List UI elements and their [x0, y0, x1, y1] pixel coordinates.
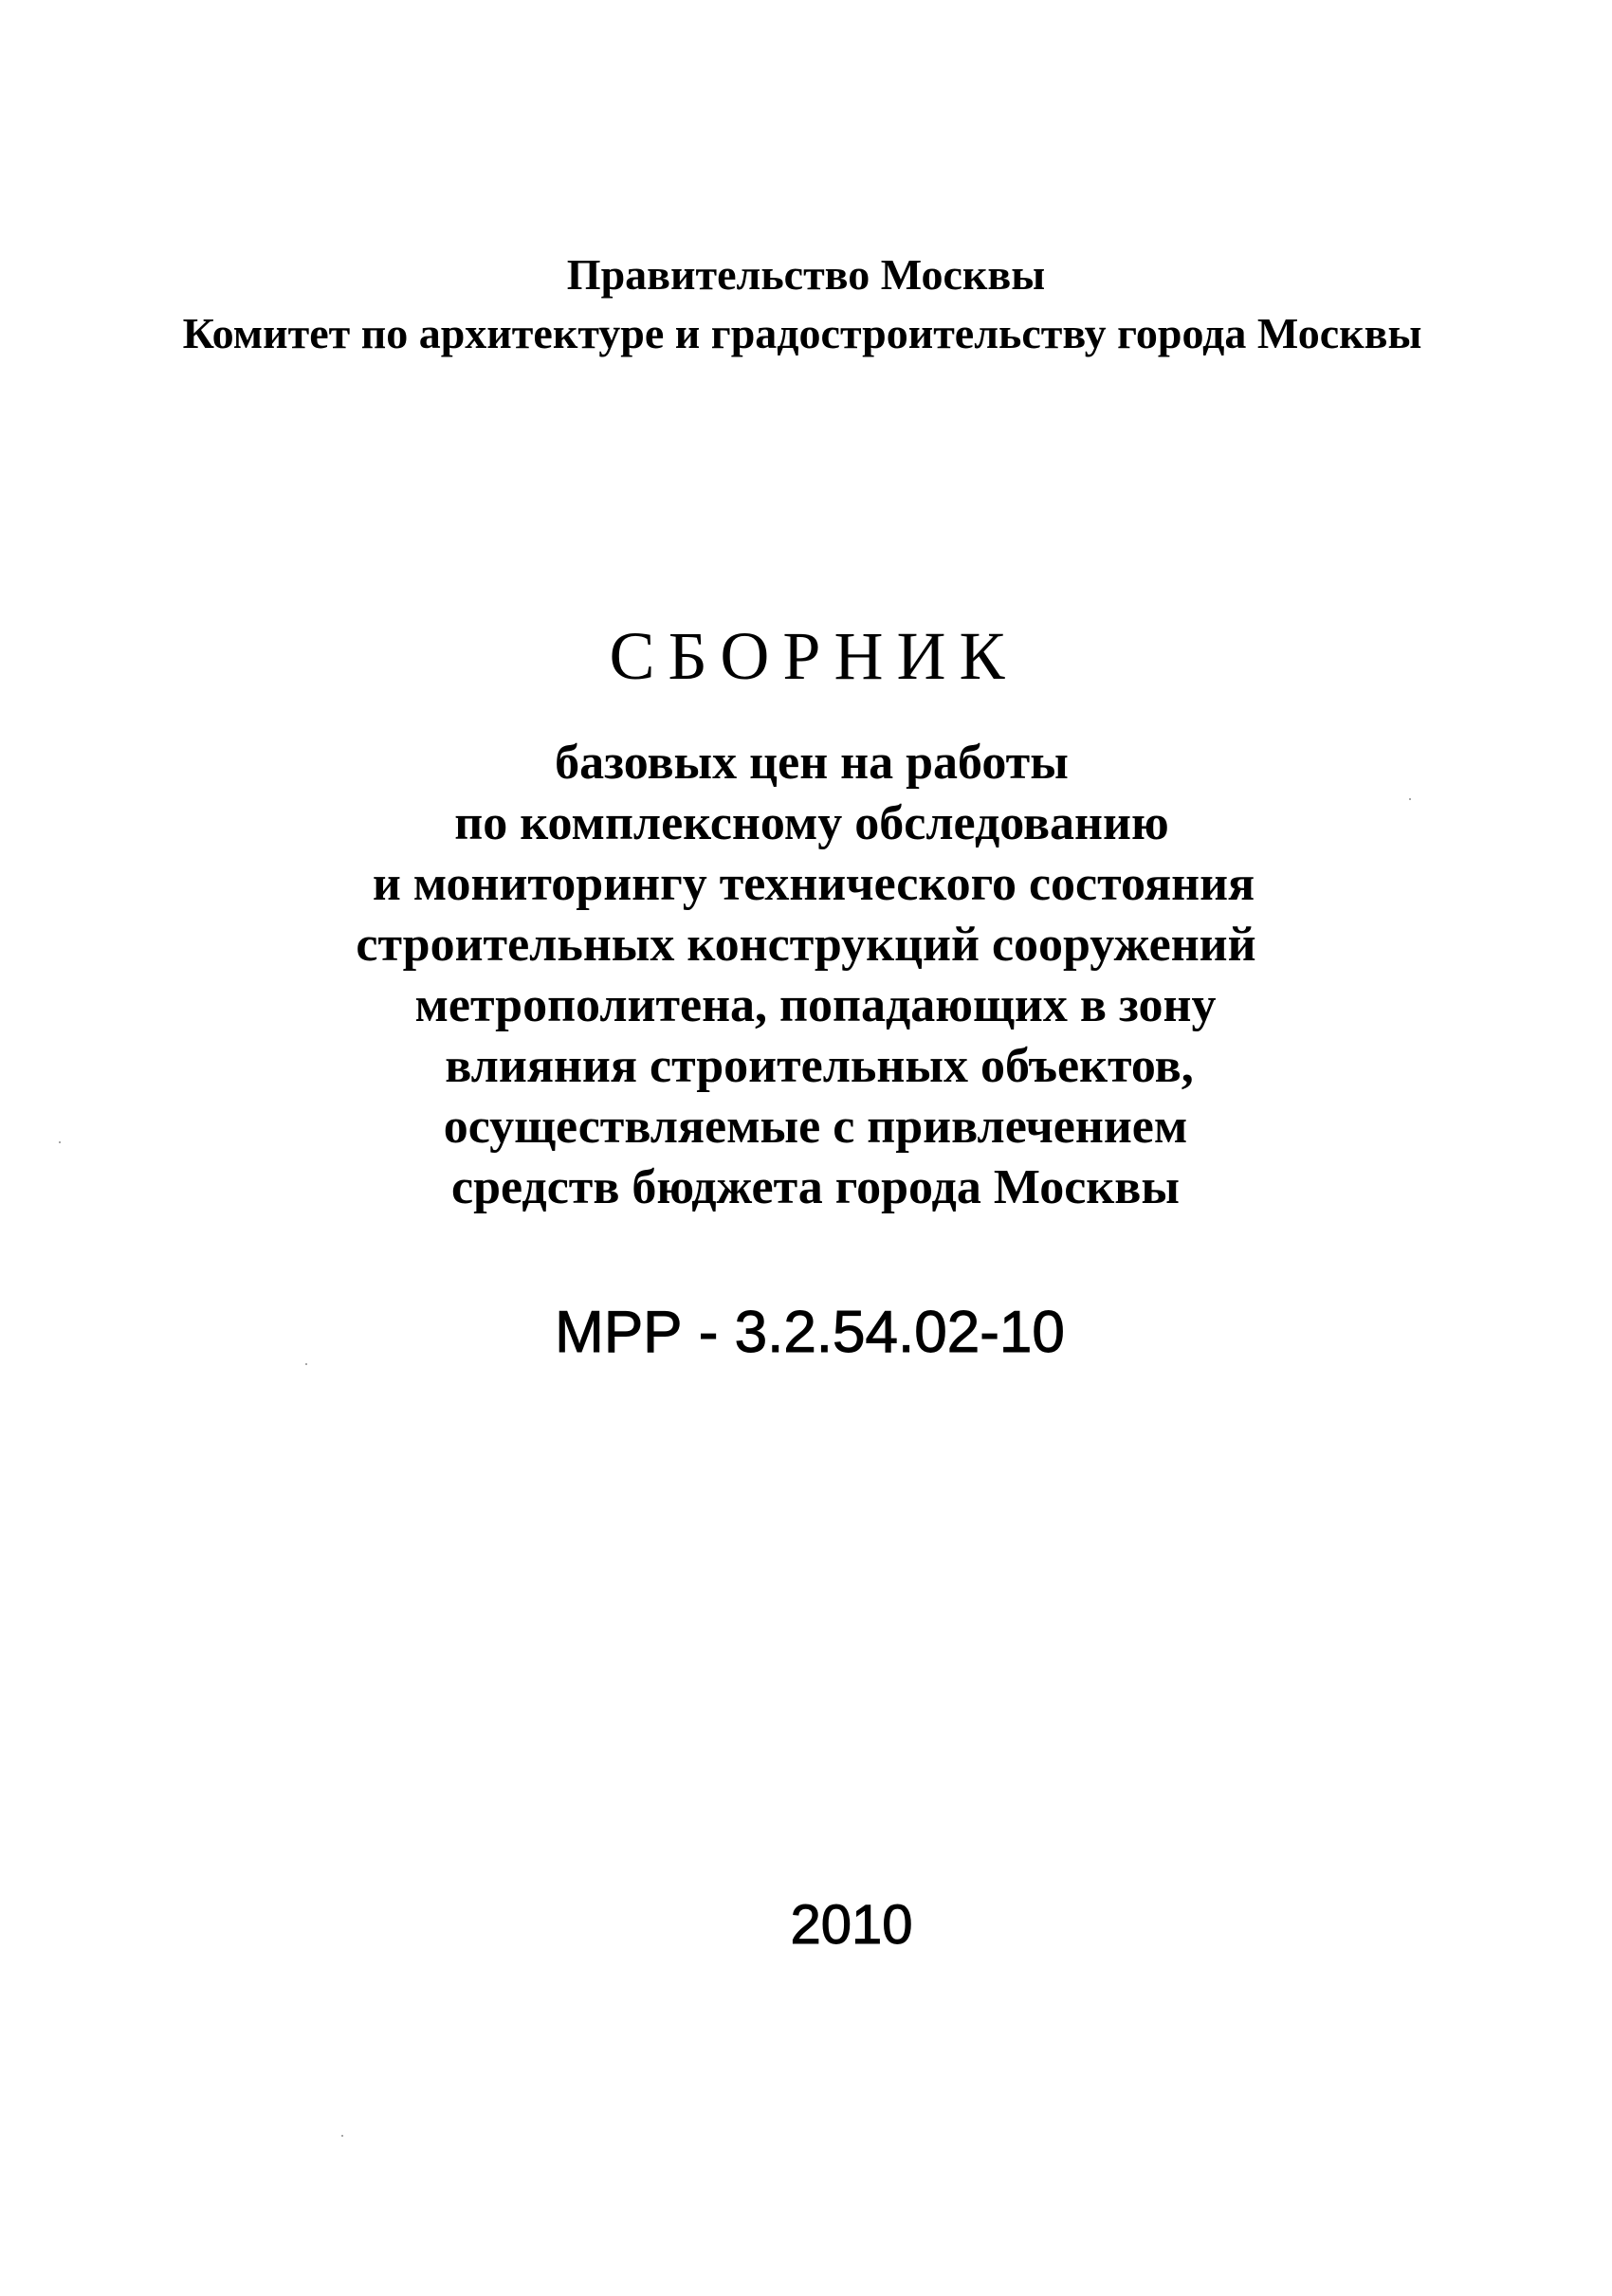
description-line-2: по комплексному обследованию [454, 796, 1169, 850]
description-line-4: строительных конструкций сооружений [356, 918, 1256, 972]
description-line-3: и мониторингу технического состояния [372, 857, 1255, 911]
scan-speck [305, 1363, 307, 1365]
description-line-6: влияния строительных объектов, [445, 1039, 1194, 1093]
description-line-8: средств бюджета города Москвы [451, 1160, 1180, 1214]
government-name: Правительство Москвы [566, 250, 1046, 299]
description-line-7: осуществляемые с привлечением [443, 1100, 1188, 1154]
scan-speck [1409, 798, 1411, 800]
committee-name: Комитет по архитектуре и градостроительству города Москвы [182, 309, 1422, 357]
description-line-1: базовых цен на работы [555, 736, 1069, 790]
document-code: МРР - 3.2.54.02-10 [555, 1300, 1065, 1365]
scan-speck [59, 1141, 61, 1143]
publication-year: 2010 [790, 1894, 913, 1956]
description-line-5: метрополитена, попадающих в зону [414, 978, 1217, 1032]
document-title: СБОРНИК [609, 618, 1018, 694]
scan-speck [341, 2135, 343, 2137]
